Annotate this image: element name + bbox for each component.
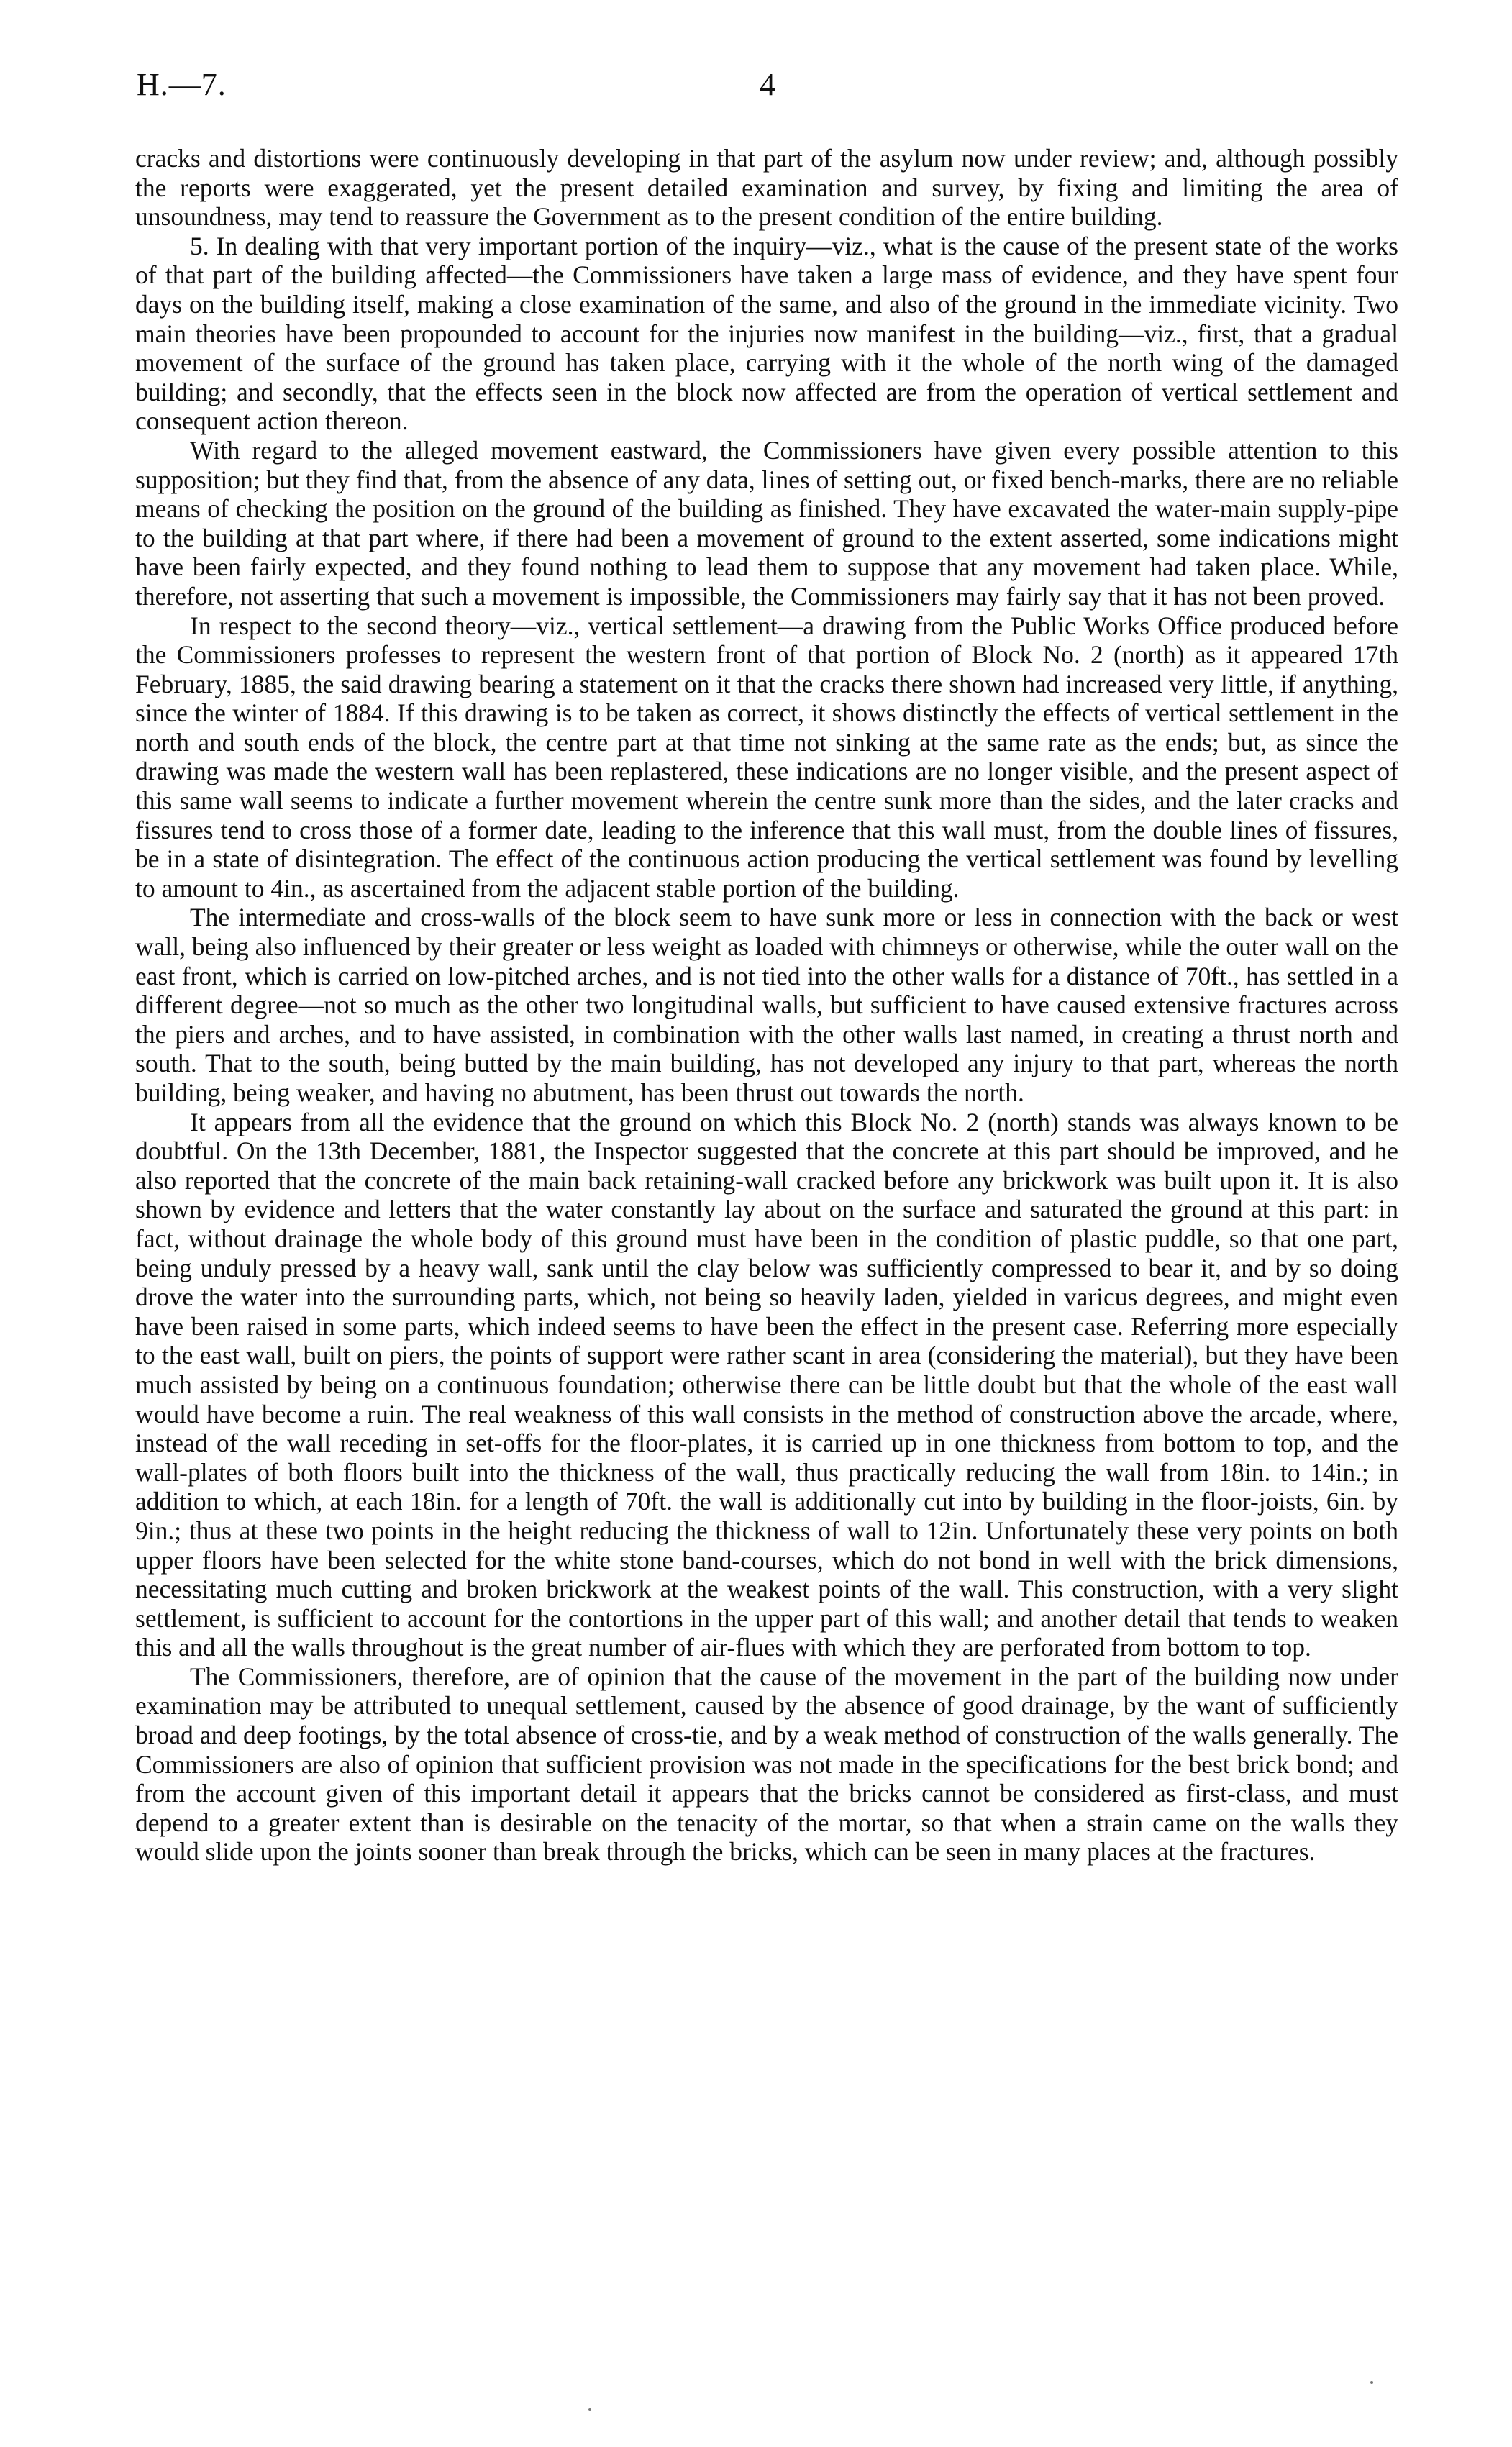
page-number: 4 [760, 67, 775, 102]
paragraph-ground-evidence: It appears from all the evidence that the ground on which this Block No. 2 (north) stands was always known to be doubtful. On the 13th December, 1881, the Inspector suggested that the concrete at this part should be improved, and he also reported that the concrete of the main back retaining-wall cracked before any brickwork was built upon it. It is also shown by evidence and letters that the water constantly lay about on the surface and saturated the ground at this part: in fact, without drainage the whole body of this ground must have been in the condition of plastic puddle, so that one part, being unduly pressed by a heavy wall, sank until the clay below was sufficiently compressed to bear it, and by so doing drove the water into the surrounding parts, which, not being so heavily laden, yielded in varicus degrees, and might even have been raised in some parts, which indeed seems to have been the effect in the present case. Referring more especially to the east wall, built on piers, the points of support were rather scant in area (considering the material), but they have been much assisted by being on a continuous foundation; otherwise there can be little doubt but that the whole of the east wall would have become a ruin. The real weakness of this wall consists in the method of construction above the arcade, where, instead of the wall receding in set-offs for the floor-plates, it is carried up in one thickness from bottom to top, and the wall-plates of both floors built into the thickness of the wall, thus practically reducing the wall from 18in. to 14in.; in addition to which, at each 18in. for a length of 70ft. the wall is additionally cut into by building in the floor-joists, 6in. by 9in.; thus at these two points in the height reducing the thickness of wall to 12in. Unfortunately these very points on both upper floors have been selected for the white stone band-courses, which do not bond in well with the brick dimensions, necessitating much cutting and broken brickwork at the weakest points of the wall. This construction, with a very slight settlement, is sufficient to account for the contortions in the upper part of this wall; and another detail that tends to weaken this and all the walls throughout is the great number of air-flues with which they are perforated from bottom to top. [135, 1107, 1398, 1662]
paragraph-conclusion: The Commissioners, therefore, are of opinion that the cause of the movement in the part of the building now under examination may be attributed to unequal settlement, caused by the absence of good drainage, by the want of sufficiently broad and deep footings, by the total absence of cross-tie, and by a weak method of construction of the walls generally. The Commissioners are also of opinion that sufficient provision was not made in the specifications for the best brick bond; and from the account given of this important detail it appears that the bricks cannot be considered as first-class, and must depend to a greater extent than is desirable on the tenacity of the mortar, so that when a strain came on the walls they would slide upon the joints sooner than break through the bricks, which can be seen in many places at the fractures. [135, 1662, 1398, 1867]
paragraph-eastward-movement: With regard to the alleged movement eastward, the Commissioners have given every possible attention to this supposition; but they find that, from the absence of any data, lines of setting out, or fixed bench-marks, there are no reliable means of checking the position on the ground of the building as finished. They have excavated the water-main supply-pipe to the building at that part where, if there had been a movement of ground to the extent asserted, some indications might have been fairly expected, and they found nothing to lead them to suppose that any movement had taken place. While, therefore, not asserting that such a movement is impossible, the Commissioners may fairly say that it has not been proved. [135, 435, 1398, 611]
scan-speck [588, 2408, 591, 2411]
paragraph-cause-of-damage: 5. In dealing with that very important portion of the inquiry—viz., what is the cause of the present state of the works of that part of the building affected—the Commissioners have taken a large mass of evidence, and they have spent four days on the building itself, making a close examination of the same, and also of the ground in the immediate vicinity. Two main theories have been propounded to account for the injuries now manifest in the building—viz., first, that a gradual movement of the surface of the ground has taken place, carrying with it the whole of the north wing of the damaged building; and secondly, that the effects seen in the block now affected are from the operation of vertical settlement and consequent action thereon. [135, 231, 1398, 436]
body-text [135, 144, 1398, 1867]
paragraph-vertical-settlement: In respect to the second theory—viz., vertical settlement—a drawing from the Public Works Office produced before the Commissioners professes to represent the western front of that portion of Block No. 2 (north) as it appeared 17th February, 1885, the said drawing bearing a statement on it that the cracks there shown had increased very little, if anything, since the winter of 1884. If this drawing is to be taken as correct, it shows distinctly the effects of vertical settlement in the north and south ends of the block, the centre part at that time not sinking at the same rate as the ends; but, as since the drawing was made the western wall has been replastered, these indications are no longer visible, and the present aspect of this same wall seems to indicate a further movement wherein the centre sunk more than the sides, and the later cracks and fissures tend to cross those of a former date, leading to the inference that this wall must, from the double lines of fissures, be in a state of disintegration. The effect of the continuous action producing the vertical settlement was found by levelling to amount to 4in., as ascertained from the adjacent stable portion of the building. [135, 611, 1398, 903]
paragraph-intermediate-walls: The intermediate and cross-walls of the block seem to have sunk more or less in connection with the back or west wall, being also influenced by their greater or less weight as loaded with chimneys or otherwise, while the outer wall on the east front, which is carried on low-pitched arches, and is not tied into the other walls for a distance of 70ft., has settled in a different degree—not so much as the other two longitudinal walls, but sufficient to have caused extensive fractures across the piers and arches, and to have assisted, in combination with the other walls last named, in creating a thrust north and south. That to the south, being butted by the main building, has not developed any injury to that part, whereas the north building, being weaker, and having no abutment, has been thrust out towards the north. [135, 903, 1398, 1107]
paragraph-continued: cracks and distortions were continuously developing in that part of the asylum now under review; and, although possibly the reports were exaggerated, yet the present detailed examination and survey, by fixing and limiting the area of unsoundness, may tend to reassure the Government as to the present condition of the entire building. [135, 144, 1398, 232]
scan-speck [1370, 2381, 1373, 2384]
document-reference: H.—7. [137, 67, 227, 102]
page-header [137, 66, 1403, 109]
